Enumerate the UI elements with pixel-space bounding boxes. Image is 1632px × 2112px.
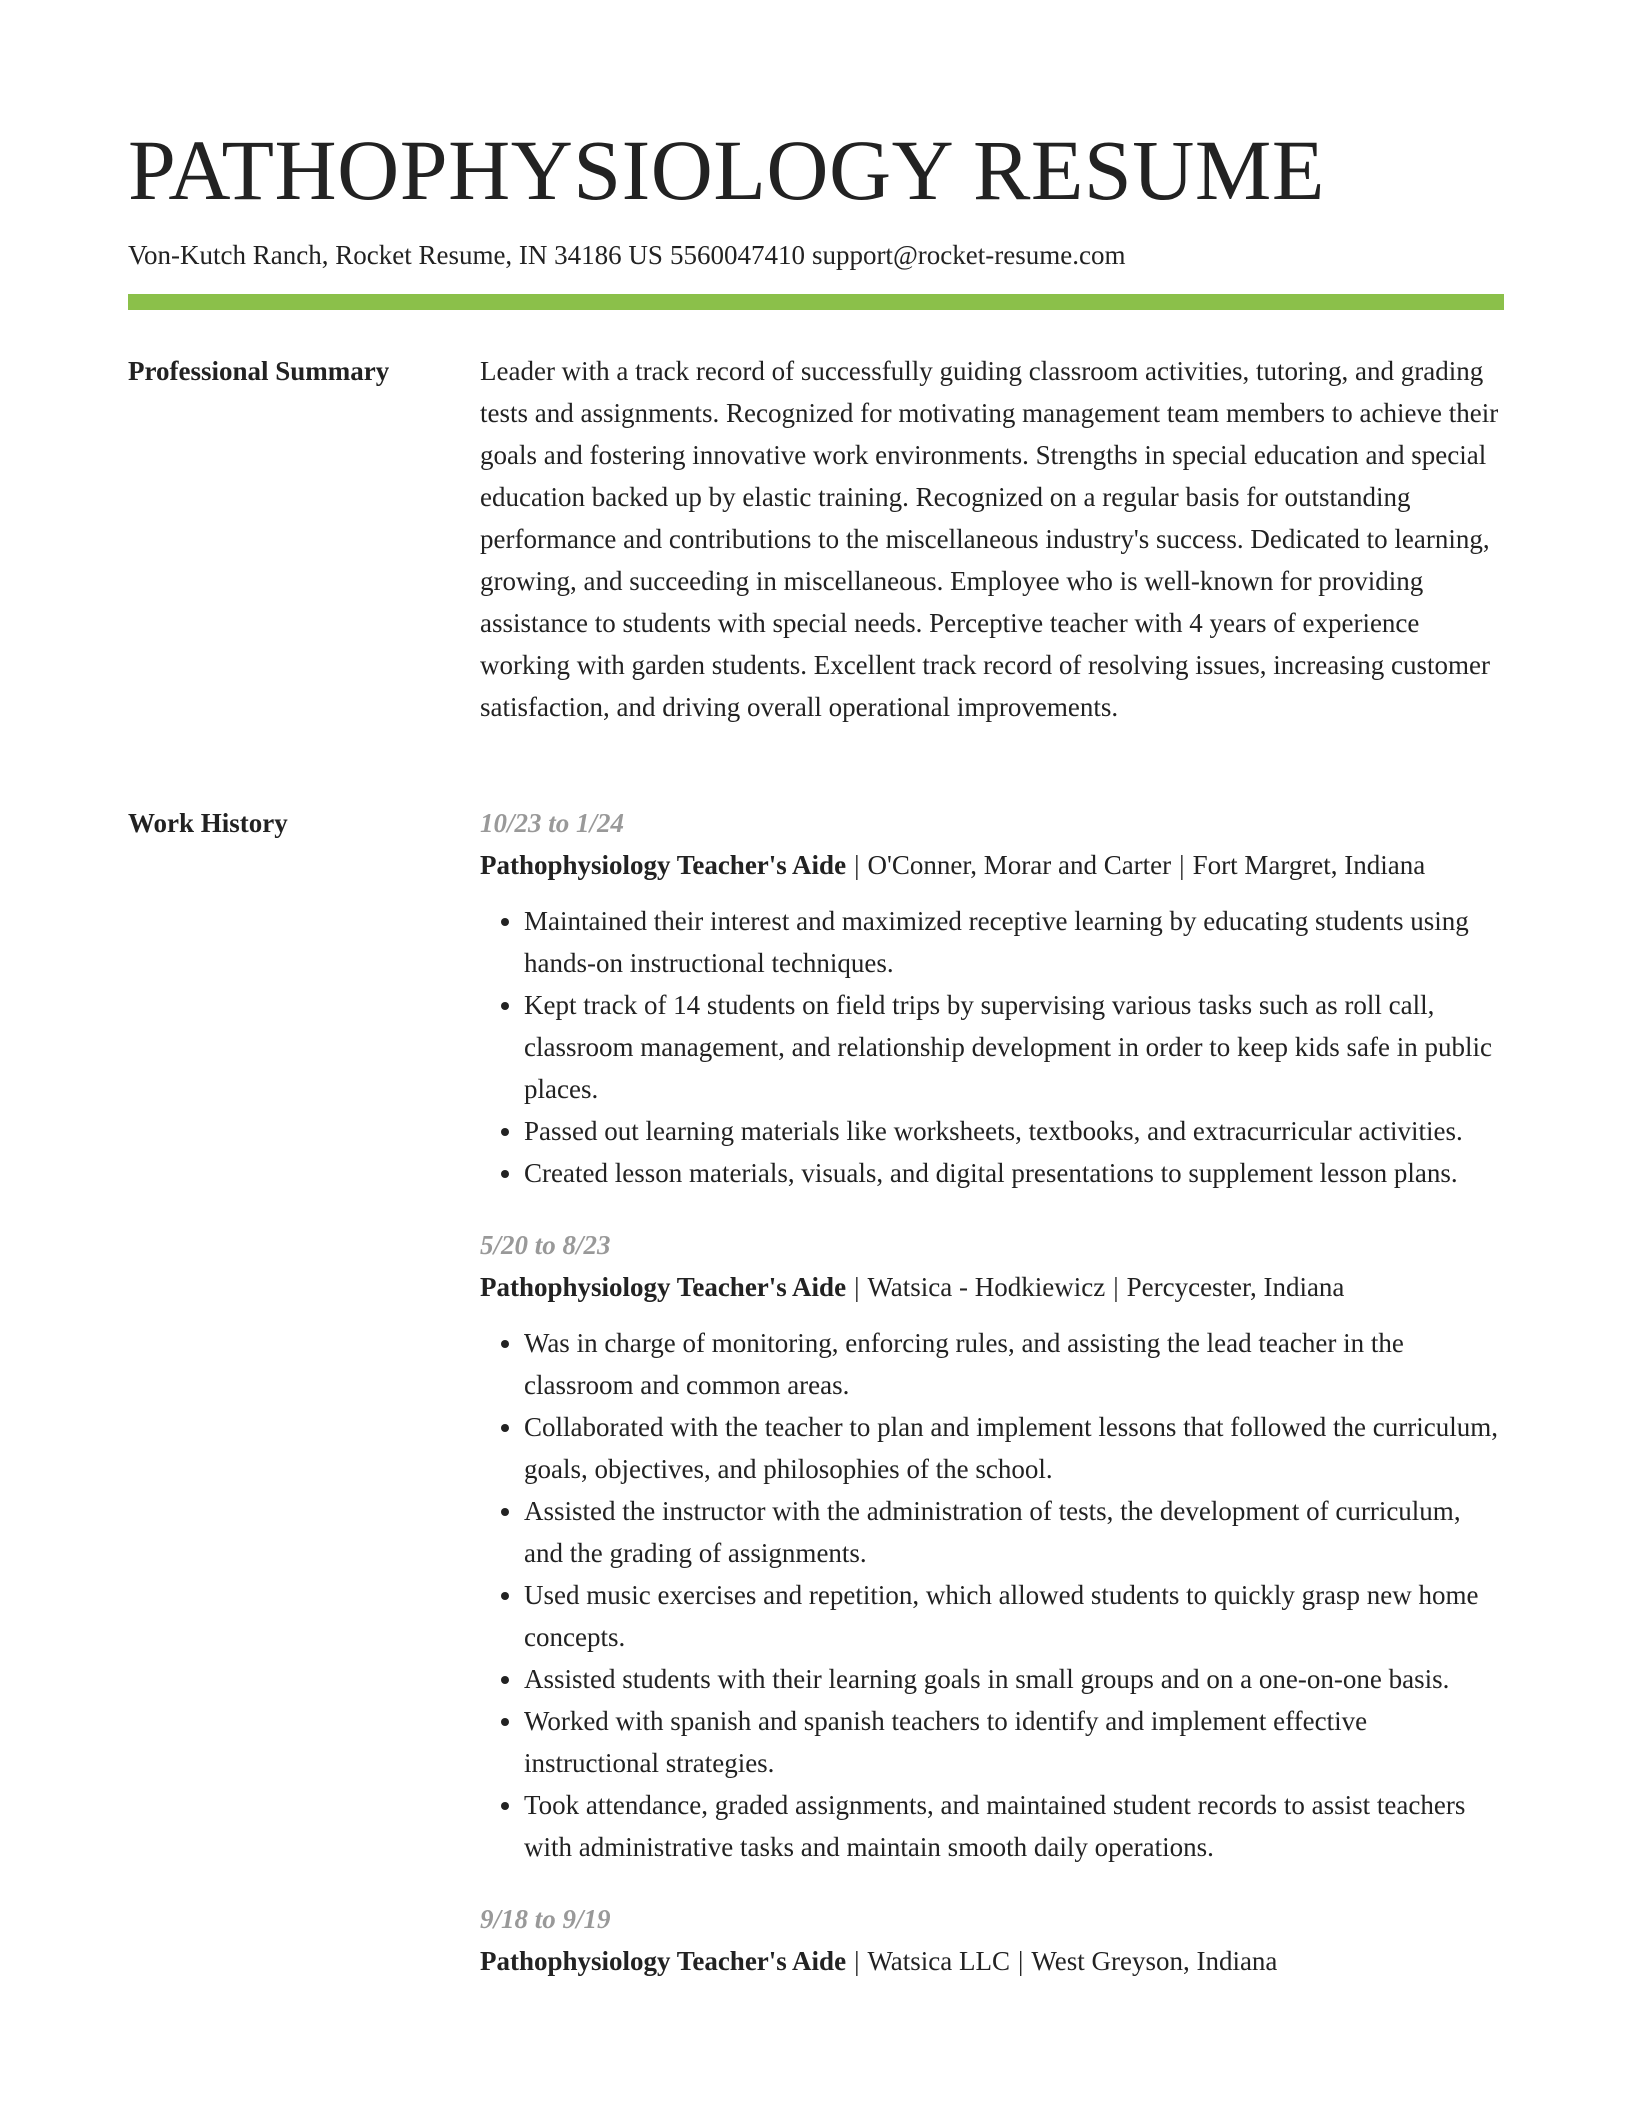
job-dates: 9/18 to 9/19 bbox=[480, 1904, 611, 1934]
job-separator: | bbox=[854, 1946, 860, 1976]
job-separator: | bbox=[1179, 850, 1185, 880]
job-title: Pathophysiology Teacher's Aide bbox=[480, 850, 847, 880]
job-bullet: • Worked with spanish and spanish teachers to identify and implement effective instructional strategies. bbox=[524, 1700, 1504, 1784]
job-title: Pathophysiology Teacher's Aide bbox=[480, 1946, 847, 1976]
job-dates: 10/23 to 1/24 bbox=[480, 808, 625, 838]
job-bullet: • Collaborated with the teacher to plan and implement lessons that followed the curriculum, goals, objectives, and philosophies of the school. bbox=[524, 1406, 1504, 1490]
job-location: West Greyson, Indiana bbox=[1031, 1946, 1278, 1976]
job-entry bbox=[480, 1898, 1504, 1982]
resume-page bbox=[128, 0, 1504, 1976]
contact-email: support@rocket-resume.com bbox=[811, 240, 1126, 270]
contact-line bbox=[128, 238, 1504, 272]
job-dates: 5/20 to 8/23 bbox=[480, 1230, 611, 1260]
job-bullet: • Assisted the instructor with the administration of tests, the development of curriculum, and the grading of assignments. bbox=[524, 1490, 1504, 1574]
job-bullet: • Passed out learning materials like worksheets, textbooks, and extracurricular activities. bbox=[524, 1110, 1504, 1152]
job-separator: | bbox=[854, 1272, 860, 1302]
job-company: Watsica LLC bbox=[867, 1946, 1010, 1976]
summary-heading: Professional Summary bbox=[128, 356, 390, 386]
summary-section bbox=[128, 350, 1504, 728]
job-location: Fort Margret, Indiana bbox=[1192, 850, 1426, 880]
job-bullet: • Kept track of 14 students on field trips by supervising various tasks such as roll call, classroom management, and relationship development in order to keep kids safe in public places. bbox=[524, 984, 1504, 1110]
job-bullet: • Used music exercises and repetition, which allowed students to quickly grasp new home concepts. bbox=[524, 1574, 1504, 1658]
job-bullet: • Was in charge of monitoring, enforcing rules, and assisting the lead teacher in the classroom and common areas. bbox=[524, 1322, 1504, 1406]
job-bullet: • Created lesson materials, visuals, and digital presentations to supplement lesson plans. bbox=[524, 1152, 1504, 1194]
job-heading bbox=[480, 1266, 1504, 1308]
job-separator: | bbox=[1018, 1946, 1024, 1976]
resume-title: PATHOPHYSIOLOGY RESUME bbox=[128, 122, 1325, 218]
job-location: Percycester, Indiana bbox=[1126, 1272, 1345, 1302]
job-bullet: • Maintained their interest and maximized receptive learning by educating students using hands-on instructional techniques. bbox=[524, 900, 1504, 984]
job-separator: | bbox=[854, 850, 860, 880]
work-history-heading: Work History bbox=[128, 808, 288, 838]
job-entry bbox=[480, 802, 1504, 1194]
job-heading bbox=[480, 1940, 1504, 1982]
job-company: Watsica - Hodkiewicz bbox=[867, 1272, 1106, 1302]
job-heading bbox=[480, 844, 1504, 886]
work-history-section bbox=[128, 802, 1504, 2012]
job-company: O'Conner, Morar and Carter bbox=[867, 850, 1172, 880]
job-bullet-list bbox=[480, 900, 1504, 1194]
contact-phone: 5560047410 bbox=[669, 240, 805, 270]
contact-address: Von-Kutch Ranch, Rocket Resume, IN 34186 US bbox=[128, 240, 663, 270]
header-divider bbox=[128, 294, 1504, 310]
job-title: Pathophysiology Teacher's Aide bbox=[480, 1272, 847, 1302]
summary-text: Leader with a track record of successfully guiding classroom activities, tutoring, and grading tests and assignments. Recognized for motivating management team members to achieve their goals and fostering innovative work environments. Strengths in special education and special education backed up by elastic training. Recognized on a regular basis for outstanding performance and contributions to the miscellaneous industry's success. Dedicated to learning, growing, and succeeding in miscellaneous. Employee who is well-known for providing assistance to students with special needs. Perceptive teacher with 4 years of experience working with garden students. Excellent track record of resolving issues, increasing customer satisfaction, and driving overall operational improvements. bbox=[480, 356, 1499, 722]
job-bullet-list bbox=[480, 1322, 1504, 1868]
job-separator: | bbox=[1113, 1272, 1119, 1302]
summary-body bbox=[480, 350, 1504, 728]
job-bullet: • Assisted students with their learning goals in small groups and on a one-on-one basis. bbox=[524, 1658, 1504, 1700]
job-entry bbox=[480, 1224, 1504, 1868]
work-history-body bbox=[480, 802, 1504, 2012]
job-bullet: • Took attendance, graded assignments, and maintained student records to assist teachers with administrative tasks and maintain smooth daily operations. bbox=[524, 1784, 1504, 1868]
